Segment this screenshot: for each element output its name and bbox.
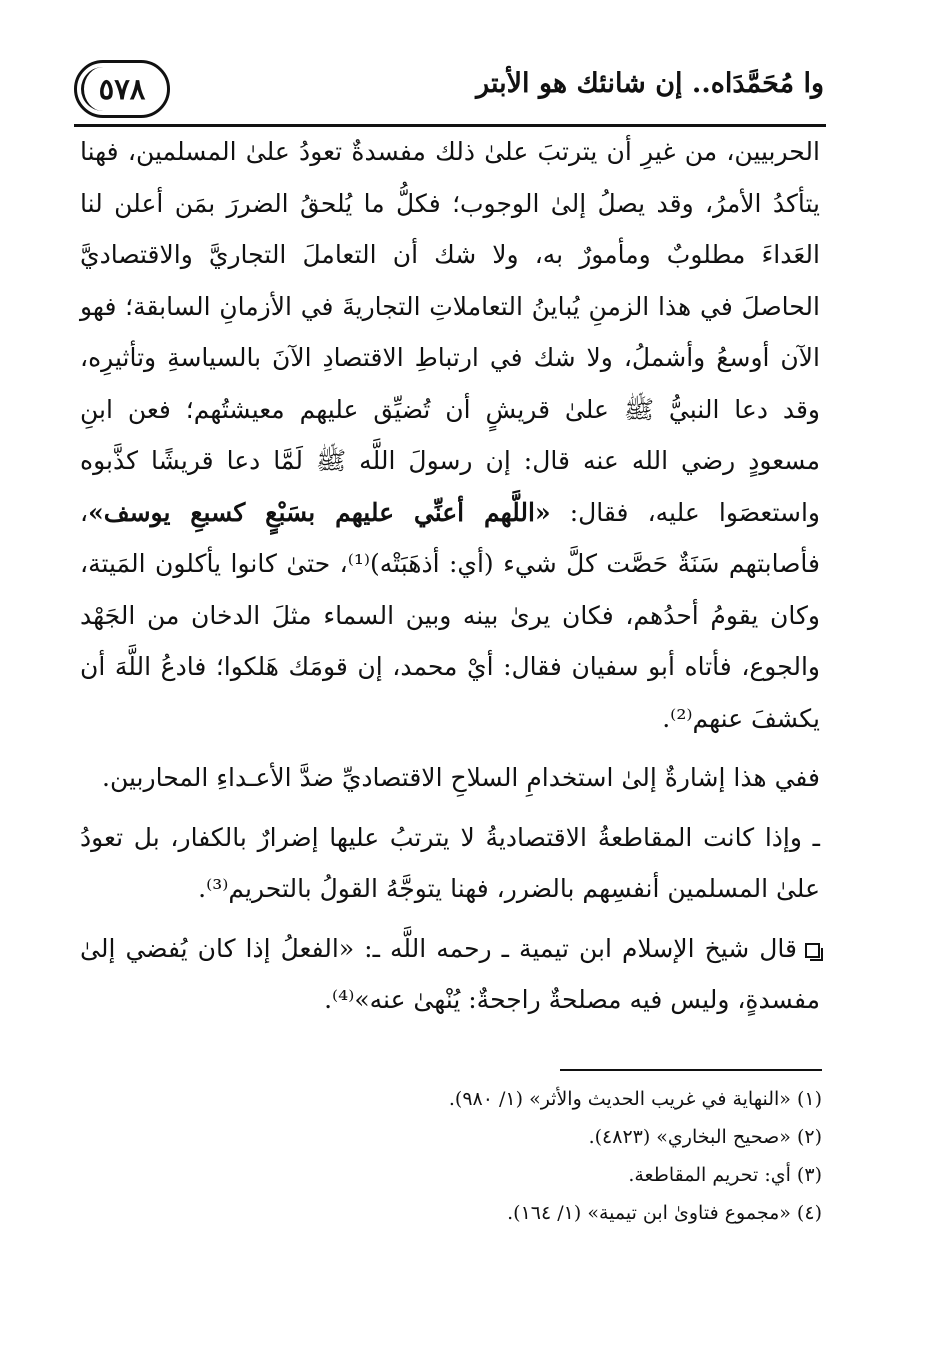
footnote-4: (٤) «مجموع فتاوىٰ ابن تيمية» (١/ ١٦٤). <box>507 1202 822 1224</box>
hadith-quote: «اللَّهم أعنِّي عليهم بسَبْعٍ كسبعِ يوسف» <box>88 497 551 527</box>
page-number-text: ٥٧٨ <box>98 72 146 106</box>
footnote-3: (٣) أي: تحريم المقاطعة. <box>628 1164 822 1186</box>
page-number <box>74 60 170 118</box>
page-header <box>74 58 826 127</box>
paragraph-1 <box>80 126 820 744</box>
paragraph-3: ـ وإذا كانت المقاطعةُ الاقتصاديةُ لا يترتبُ عليها إضرارٌ بالكفار، بل تعودُ علىٰ المسلمين أنفسِهم بالضرر، فهنا يتوجَّهُ القولُ بالتحريم⁽³⁾. <box>80 822 820 903</box>
paragraph-1-continued: ، فأصابتهم سَنَةٌ حَصَّت كلَّ شيء (أي: أذهَبَتْه)⁽¹⁾، حتىٰ كانوا يأكلون المَيتة، وكان يقومُ أحدُهم، فكان يرىٰ بينه وبين السماء مثلَ الدخان من الجَهْد والجوع، فأتاه أبو سفيان فقال: أيْ محمد، إن قومَك هَلكوا؛ فادعُ اللَّهَ أن يكشفَ عنهم⁽²⁾. <box>80 497 821 733</box>
paragraph-2: ففي هذا إشارةٌ إلىٰ استخدامِ السلاحِ الاقتصاديِّ ضدَّ الأعـداءِ المحاربين. <box>102 763 820 792</box>
running-title: وا مُحَمَّدَاه.. إن شانئك هو الأبتر <box>476 68 824 99</box>
paragraph-4 <box>80 923 820 1026</box>
paragraph-1-text: الحربيين، من غيرِ أن يترتبَ علىٰ ذلك مفسدةٌ تعودُ علىٰ المسلمين، فهنا يتأكدُ الأمرُ، وقد يصلُ إلىٰ الوجوب؛ فكلُّ ما يُلحقُ الضررَ بمَن أعلن لنا العَداءَ مطلوبٌ ومأمورٌ به، ولا شك أن التعاملَ التجاريَّ والاقتصاديَّ الحاصلَ في هذا الزمنِ يُباينُ التعاملاتِ التجاريةَ في الأزمانِ السابقة؛ فهو الآن أوسعُ وأشملُ، ولا شك في ارتباطِ الاقتصادِ الآنَ بالسياسةِ وتأثيرِه، وقد دعا النبيُّ ﷺ علىٰ قريشٍ أن تُضيِّق عليهم معيشتُهم؛ فعن ابنِ مسعودٍ رضي الله عنه قال: إن رسولَ اللَّه ﷺ لَمَّا دعا قريشًا كذَّبوه واستعصَوا عليه، فقال: <box>80 137 820 527</box>
footnote-1: (١) «النهاية في غريب الحديث والأثر» (١/ ٩٨٠). <box>448 1088 822 1110</box>
paragraph-4-text: قال شيخ الإسلام ابن تيمية ـ رحمه اللَّه ـ: «الفعلُ إذا كان يُفضي إلىٰ مفسدةٍ، وليس فيه مصلحةٌ راجحةٌ: يُنْهىٰ عنه»⁽⁴⁾. <box>80 933 820 1014</box>
footnotes <box>300 1080 822 1232</box>
square-bullet-icon <box>805 943 820 958</box>
body-text <box>80 126 820 1026</box>
footnote-2: (٢) «صحيح البخاري» (٤٨٢٣). <box>588 1126 822 1148</box>
footnote-divider <box>560 1069 822 1071</box>
